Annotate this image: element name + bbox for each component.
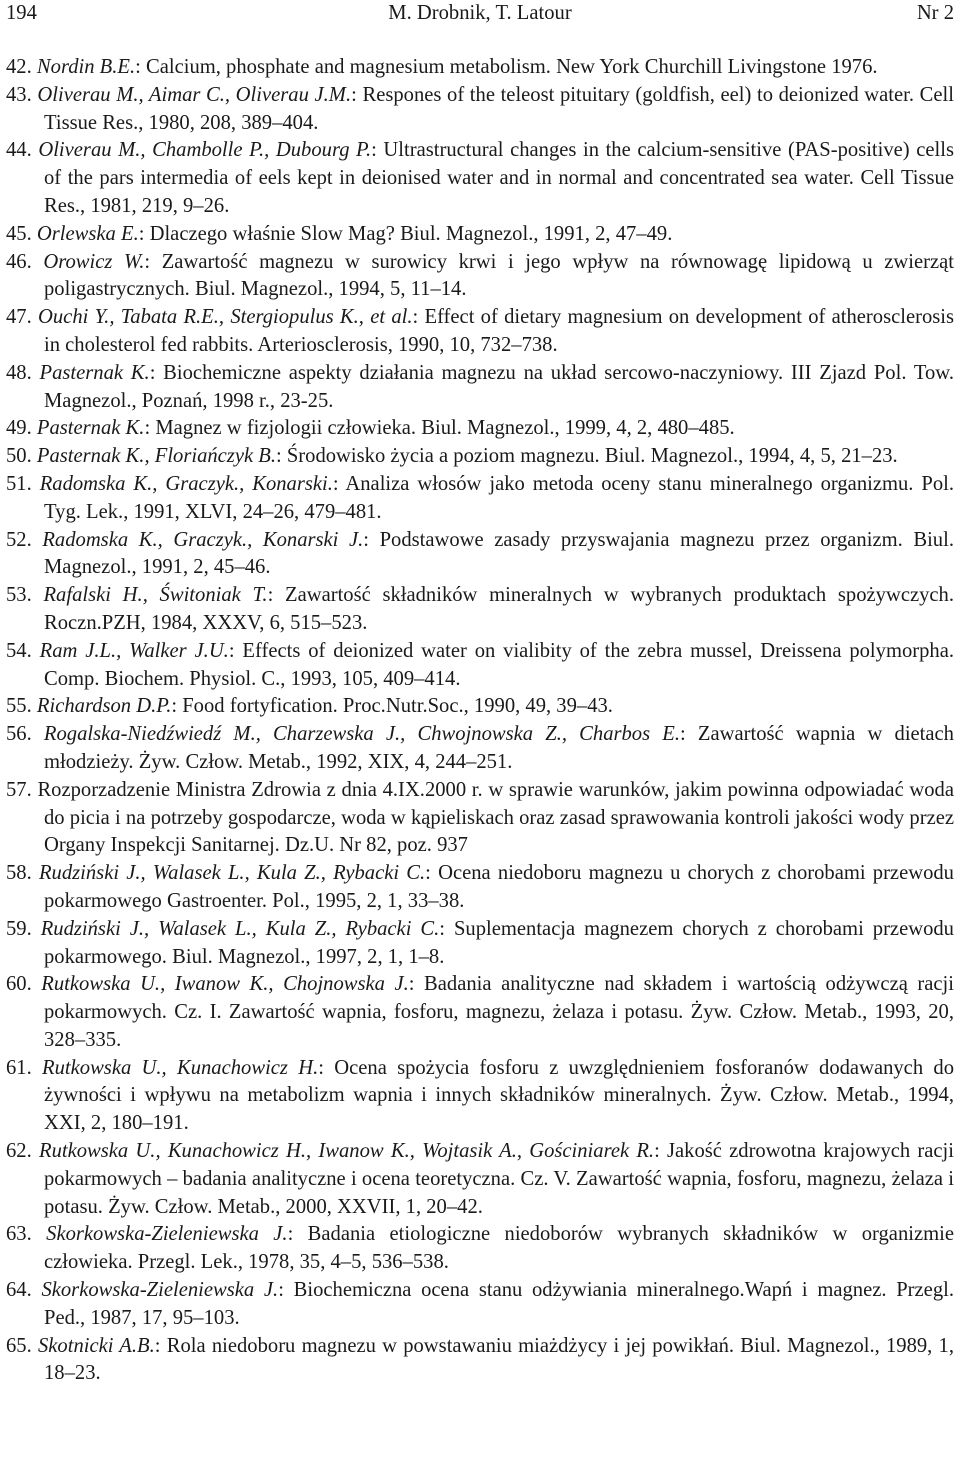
reference-authors: Pasternak K. (39, 361, 150, 384)
reference-number: 60. (6, 973, 32, 996)
reference-number: 43. (6, 83, 32, 106)
reference-authors: Rutkowska U., Kunachowicz H., Iwanow K., Wojtasik A., Gościniarek R. (38, 1140, 655, 1163)
reference-item (6, 777, 954, 860)
reference-item (6, 82, 954, 138)
reference-item (6, 221, 954, 249)
reference-citation: : Calcium, phosphate and magnesium metabolism. New York Churchill Livingstone 1976. (135, 56, 878, 78)
reference-item (6, 916, 954, 972)
reference-authors: Orlewska E. (36, 222, 139, 245)
reference-item (6, 415, 954, 443)
reference-item (6, 471, 954, 527)
reference-item (6, 638, 954, 694)
reference-number: 56. (6, 723, 32, 746)
reference-citation: : Magnez w fizjologii człowieka. Biul. Magnezol., 1999, 4, 2, 480–485. (144, 417, 735, 440)
reference-citation: : Biochemiczne aspekty działania magnezu na układ sercowo-naczyniowy. III Zjazd Pol. Tow. Magnezol., Poznań, 1998 r., 23-25. (44, 361, 954, 412)
reference-authors: Skorkowska-Zieleniewska J. (41, 1279, 279, 1302)
reference-citation: : Dlaczego właśnie Slow Mag? Biul. Magnezol., 1991, 2, 47–49. (138, 222, 673, 245)
reference-citation: : Zawartość składników mineralnych w wybranych produktach spożywczych. Roczn.PZH, 1984, XXXV, 6, 515–523. (44, 584, 954, 634)
reference-authors: Pasternak K., Floriańczyk B. (36, 445, 276, 468)
reference-item (6, 971, 954, 1054)
issue-number: Nr 2 (916, 2, 954, 24)
reference-item (6, 1277, 954, 1333)
reference-citation: : Środowisko życia a poziom magnezu. Biul. Magnezol., 1994, 4, 5, 21–23. (275, 445, 898, 468)
reference-number: 62. (6, 1140, 32, 1163)
reference-authors: Ram J.L., Walker J.U. (39, 639, 229, 662)
reference-authors: Pasternak K. (36, 417, 145, 440)
reference-authors: Skotnicki A.B. (37, 1334, 155, 1357)
reference-citation: : Ultrastructural changes in the calcium-sensitive (PAS-positive) cells of the pars intermedia of eels kept in deionised water and in normal and concentrated sea water. Cell Tissue Res., 1981, 219, 9–26. (44, 139, 954, 217)
reference-number: 50. (6, 445, 32, 468)
reference-item (6, 1138, 954, 1221)
reference-authors: Skorkowska-Zieleniewska J. (46, 1223, 288, 1246)
reference-number: 52. (6, 528, 32, 551)
reference-authors: Oliverau M., Chambolle P., Dubourg P. (38, 139, 372, 162)
reference-number: 46. (6, 250, 32, 273)
reference-item (6, 249, 954, 305)
reference-item (6, 1055, 954, 1138)
page-number: 194 (6, 2, 37, 24)
reference-item (6, 527, 954, 583)
reference-authors: Orowicz W. (43, 250, 145, 273)
reference-number: 49. (6, 417, 32, 440)
reference-item (6, 721, 954, 777)
reference-authors: Radomska K., Graczyk., Konarski. (39, 472, 333, 495)
reference-number: 58. (6, 862, 32, 885)
reference-item (6, 304, 954, 360)
reference-citation: : Badania etiologiczne niedoborów wybranych składników w organizmie człowieka. Przegl. Lek., 1978, 35, 4–5, 536–538. (44, 1223, 954, 1274)
reference-citation: : Zawartość magnezu w surowicy krwi i jego wpływ na równowagę lipidową u zwierząt poligastrycznych. Biul. Magnezol., 1994, 5, 11–14. (44, 250, 954, 301)
reference-citation: Rozporzadzenie Ministra Zdrowia z dnia 4.IX.2000 r. w sprawie warunków, jakim powinna odpowiadać woda do picia i na potrzeby gospodarcze, woda w kąpieliskach oraz zasad sprawowania kontroli jakości wody przez Organy Inspekcji Sanitarnej. Dz.U. Nr 82, poz. 937 (37, 778, 954, 857)
reference-number: 45. (6, 222, 32, 245)
reference-authors: Rogalska-Niedźwiedź M., Charzewska J., Chwojnowska Z., Charbos E. (43, 723, 681, 746)
reference-number: 59. (6, 917, 32, 940)
reference-number: 55. (6, 695, 32, 718)
reference-citation: : Jakość zdrowotna krajowych racji pokarmowych – badania analityczne i ocena teoretyczna. Cz. V. Zawartość wapnia, fosforu, magnezu, żelaza i potasu. Żyw. Człow. Metab., 2000, XXVII, 1, 20–42. (44, 1140, 954, 1218)
reference-citation: : Badania analityczne nad składem i wartością odżywczą racji pokarmowych. Cz. I. Zawartość wapnia, fosforu, magnezu, żelaza i potasu. Żyw. Człow. Metab., 1993, 20, 328–335. (44, 973, 954, 1051)
reference-authors: Rudziński J., Walasek L., Kula Z., Rybacki C. (40, 917, 440, 940)
reference-citation: : Zawartość wapnia w dietach młodzieży. Żyw. Człow. Metab., 1992, XIX, 4, 244–251. (44, 723, 954, 773)
reference-number: 48. (6, 361, 32, 384)
reference-authors: Nordin B.E. (36, 56, 136, 78)
reference-authors: Radomska K., Graczyk., Konarski J. (42, 528, 364, 551)
reference-number: 63. (6, 1223, 32, 1246)
reference-citation: : Ocena spożycia fosforu z uwzględnieniem fosforanów dodawanych do żywności i wpływu na metabolizm wapnia i innych składników mineralnych. Żyw. Człow. Metab., 1994, XXI, 2, 180–191. (44, 1056, 954, 1135)
reference-item (6, 360, 954, 416)
reference-authors: Ouchi Y., Tabata R.E., Stergiopulus K., et al. (38, 306, 413, 329)
reference-authors: Rutkowska U., Iwanow K., Chojnowska J. (41, 973, 409, 996)
reference-number: 65. (6, 1334, 32, 1357)
reference-number: 44. (6, 139, 32, 162)
reference-number: 54. (6, 639, 32, 662)
reference-citation: : Ocena niedoboru magnezu u chorych z chorobami przewodu pokarmowego Gastroenter. Pol., 1995, 2, 1, 33–38. (44, 862, 954, 912)
reference-item (6, 443, 954, 471)
reference-authors: Rafalski H., Świtoniak T. (43, 584, 268, 607)
running-head-authors: M. Drobnik, T. Latour (388, 2, 572, 24)
reference-citation: : Podstawowe zasady przyswajania magnezu przez organizm. Biul. Magnezol., 1991, 2, 45–46. (44, 528, 954, 579)
reference-citation: : Analiza włosów jako metoda oceny stanu mineralnego organizmu. Pol. Tyg. Lek., 1991, XLVI, 24–26, 479–481. (44, 472, 954, 523)
running-header (6, 0, 954, 28)
reference-authors: Oliverau M., Aimar C., Oliverau J.M. (37, 83, 352, 106)
reference-authors: Richardson D.P. (36, 695, 172, 718)
reference-item (6, 582, 954, 638)
reference-authors: Rudziński J., Walasek L., Kula Z., Rybacki C. (38, 862, 426, 885)
reference-number: 57. (6, 778, 32, 801)
reference-citation: : Rola niedoboru magnezu w powstawaniu miażdżycy i jej powikłań. Biul. Magnezol., 1989, 1, 18–23. (44, 1334, 955, 1385)
reference-number: 61. (6, 1056, 32, 1079)
reference-item (6, 693, 954, 721)
reference-citation: : Biochemiczna ocena stanu odżywiania mineralnego.Wapń i magnez. Przegl. Ped., 1987, 17, 95–103. (44, 1279, 954, 1329)
reference-number: 51. (6, 472, 32, 495)
reference-item (6, 137, 954, 220)
reference-citation: : Effects of deionized water on vialibity of the zebra mussel, Dreissena polymorpha. Comp. Biochem. Physiol. C., 1993, 105, 409–414. (44, 639, 954, 690)
reference-citation: : Suplementacja magnezem chorych z chorobami przewodu pokarmowego. Biul. Magnezol., 1997, 2, 1, 1–8. (44, 917, 954, 968)
reference-number: 64. (6, 1279, 32, 1302)
reference-item (6, 54, 954, 82)
reference-citation: : Respones of the teleost pituitary (goldfish, eel) to deionized water. Cell Tissue Res., 1980, 208, 389–404. (44, 83, 954, 134)
reference-citation: : Effect of dietary magnesium on development of atherosclerosis in cholesterol fed rabbits. Arteriosclerosis, 1990, 10, 732–738. (44, 306, 955, 356)
reference-item (6, 1221, 954, 1277)
reference-authors: Rutkowska U., Kunachowicz H. (42, 1056, 319, 1079)
reference-citation: : Food fortyfication. Proc.Nutr.Soc., 1990, 49, 39–43. (171, 695, 613, 718)
reference-list (6, 54, 954, 1388)
reference-item (6, 1333, 954, 1389)
reference-number: 53. (6, 584, 32, 607)
reference-item (6, 860, 954, 916)
reference-number: 47. (6, 306, 32, 329)
reference-number: 42. (6, 56, 32, 78)
